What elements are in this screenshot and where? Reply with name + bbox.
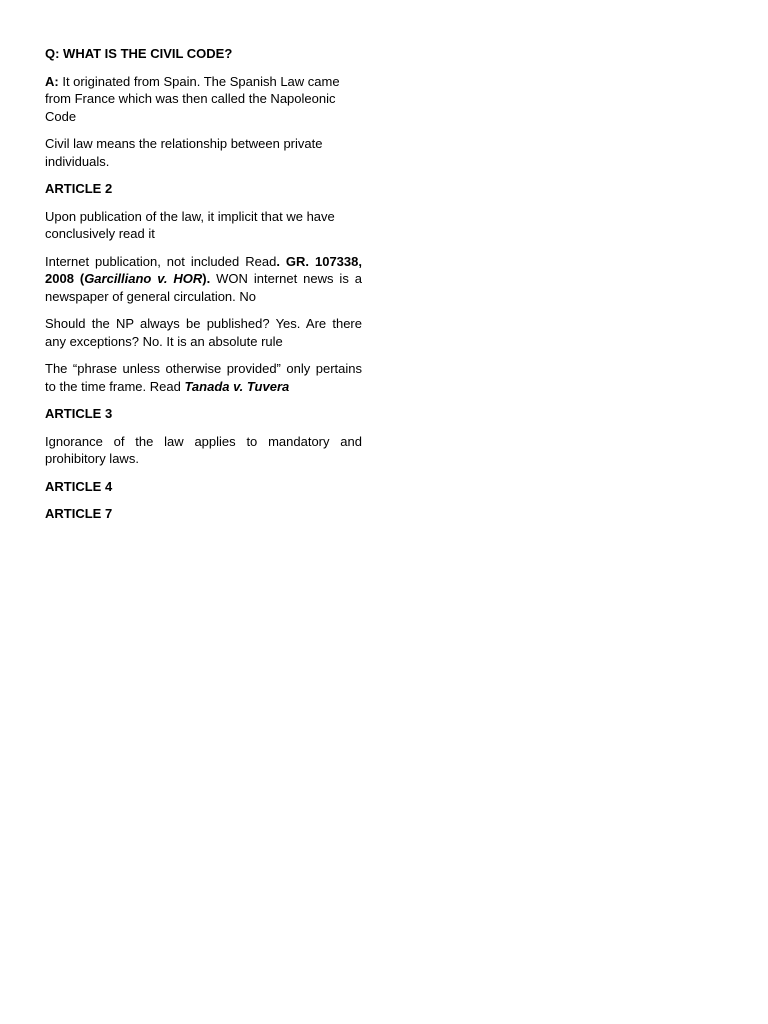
answer-text: It originated from Spain. The Spanish Law came from France which was then called the Napoleonic Code [45, 73, 340, 124]
case-name-tanada: Tanada v. Tuvera [184, 378, 290, 394]
phrase-text: The “phrase unless otherwise provided” only pertains to the time frame. Read [45, 361, 362, 394]
ignorance-paragraph: Ignorance of the law applies to mandatory and prohibitory laws. [45, 433, 362, 466]
text-column [45, 45, 362, 533]
question-heading: Q: WHAT IS THE CIVIL CODE? [45, 46, 233, 61]
np-paragraph: Should the NP always be published? Yes. Are there any exceptions? No. It is an absolute rule [45, 316, 362, 349]
article-7-heading: ARTICLE 7 [45, 506, 113, 521]
civil-law-paragraph: Civil law means the relationship between private individuals. [45, 136, 323, 169]
case-name-garcilliano: Garcilliano v. HOR [84, 271, 203, 286]
article-2-heading: ARTICLE 2 [45, 181, 113, 196]
article-3-heading: ARTICLE 3 [45, 406, 113, 421]
phrase-paragraph [45, 360, 362, 395]
article-4-heading: ARTICLE 4 [45, 478, 113, 494]
publication-paragraph: Upon publication of the law, it implicit that we have conclusively read it [45, 208, 335, 241]
gr-citation: . GR. 107338, 2008 ( [45, 253, 362, 286]
answer-paragraph [45, 73, 362, 126]
internet-publication-paragraph [45, 253, 362, 306]
internet-text-2: WON internet news is a newspaper of general circulation. No [45, 271, 362, 304]
gr-citation-close: ). [202, 271, 211, 286]
answer-label: A: [45, 73, 59, 89]
internet-text-1: Internet publication, not included Read [45, 253, 277, 269]
